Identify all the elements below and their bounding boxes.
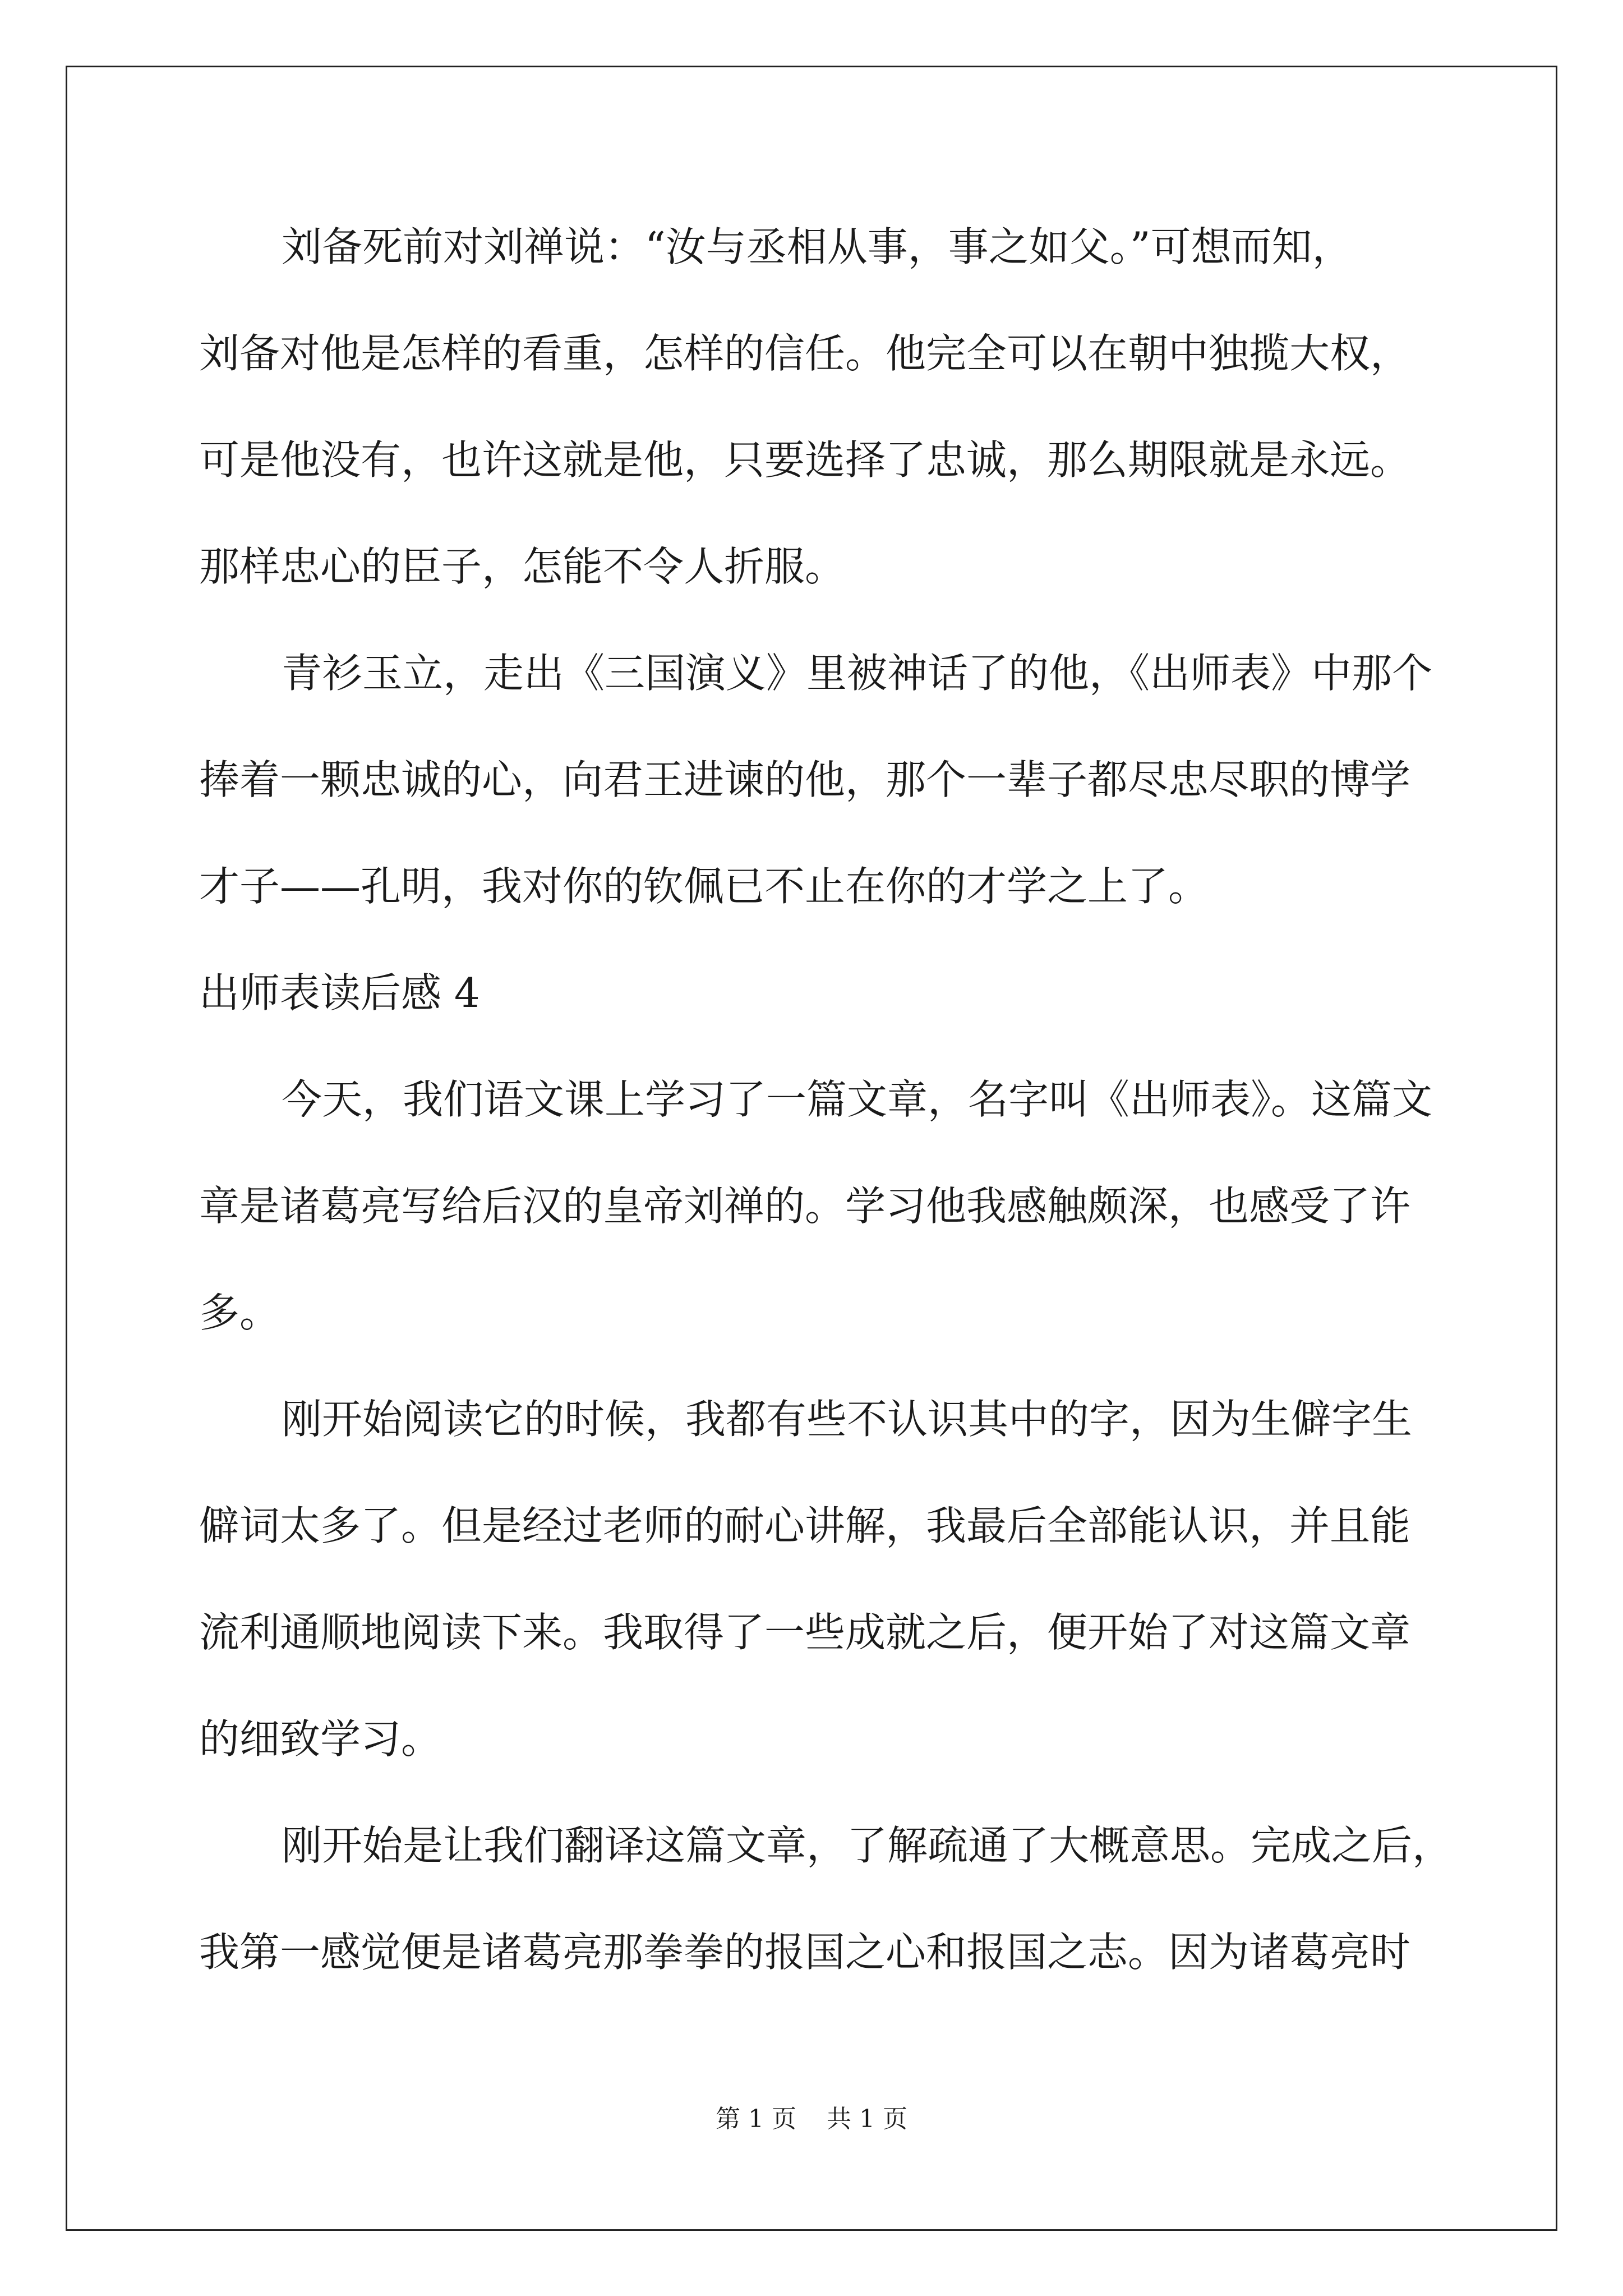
page-border — [66, 66, 1557, 2231]
paragraph-line: 刚开始阅读它的时候，我都有些不认识其中的字，因为生僻字生 — [282, 1396, 1413, 1443]
paragraph-line: 那样忠心的臣子，怎能不令人折服。 — [199, 543, 846, 590]
paragraph-line: 我第一感觉便是诸葛亮那拳拳的报国之心和报国之志。因为诸葛亮时 — [199, 1929, 1411, 1976]
section-heading: 出师表读后感 4 — [199, 969, 480, 1016]
paragraph-line: 多。 — [199, 1289, 280, 1336]
paragraph-line: 才子——孔明，我对你的钦佩已不止在你的才学之上了。 — [199, 863, 1209, 910]
paragraph-line: 僻词太多了。但是经过老师的耐心讲解，我最后全部能认识，并且能 — [199, 1502, 1411, 1549]
paragraph-line: 刘备死前对刘禅说：“汝与丞相从事，事之如父。”可想而知， — [282, 223, 1353, 270]
paragraph-line: 流利通顺地阅读下来。我取得了一些成就之后，便开始了对这篇文章 — [199, 1609, 1411, 1656]
page-footer — [0, 2102, 1623, 2136]
paragraph-line: 章是诸葛亮写给后汉的皇帝刘禅的。学习他我感触颇深，也感受了许 — [199, 1182, 1411, 1230]
paragraph-line: 捧着一颗忠诚的心，向君王进谏的他，那个一辈子都尽忠尽职的博学 — [199, 756, 1411, 803]
paragraph-line: 刘备对他是怎样的看重，怎样的信任。他完全可以在朝中独揽大权， — [199, 330, 1411, 377]
paragraph-line: 刚开始是让我们翻译这篇文章，了解疏通了大概意思。完成之后， — [282, 1822, 1453, 1869]
paragraph-line: 可是他没有，也许这就是他，只要选择了忠诚，那么期限就是永远。 — [199, 436, 1411, 484]
paragraph-line: 青衫玉立，走出《三国演义》里被神话了的他，《出师表》中那个 — [282, 650, 1433, 697]
page-number: 第 1 页 — [716, 2105, 796, 2133]
paragraph-line: 今天，我们语文课上学习了一篇文章，名字叫《出师表》。这篇文 — [282, 1076, 1433, 1123]
paragraph-line: 的细致学习。 — [199, 1715, 442, 1763]
page-total: 共 1 页 — [827, 2105, 907, 2133]
